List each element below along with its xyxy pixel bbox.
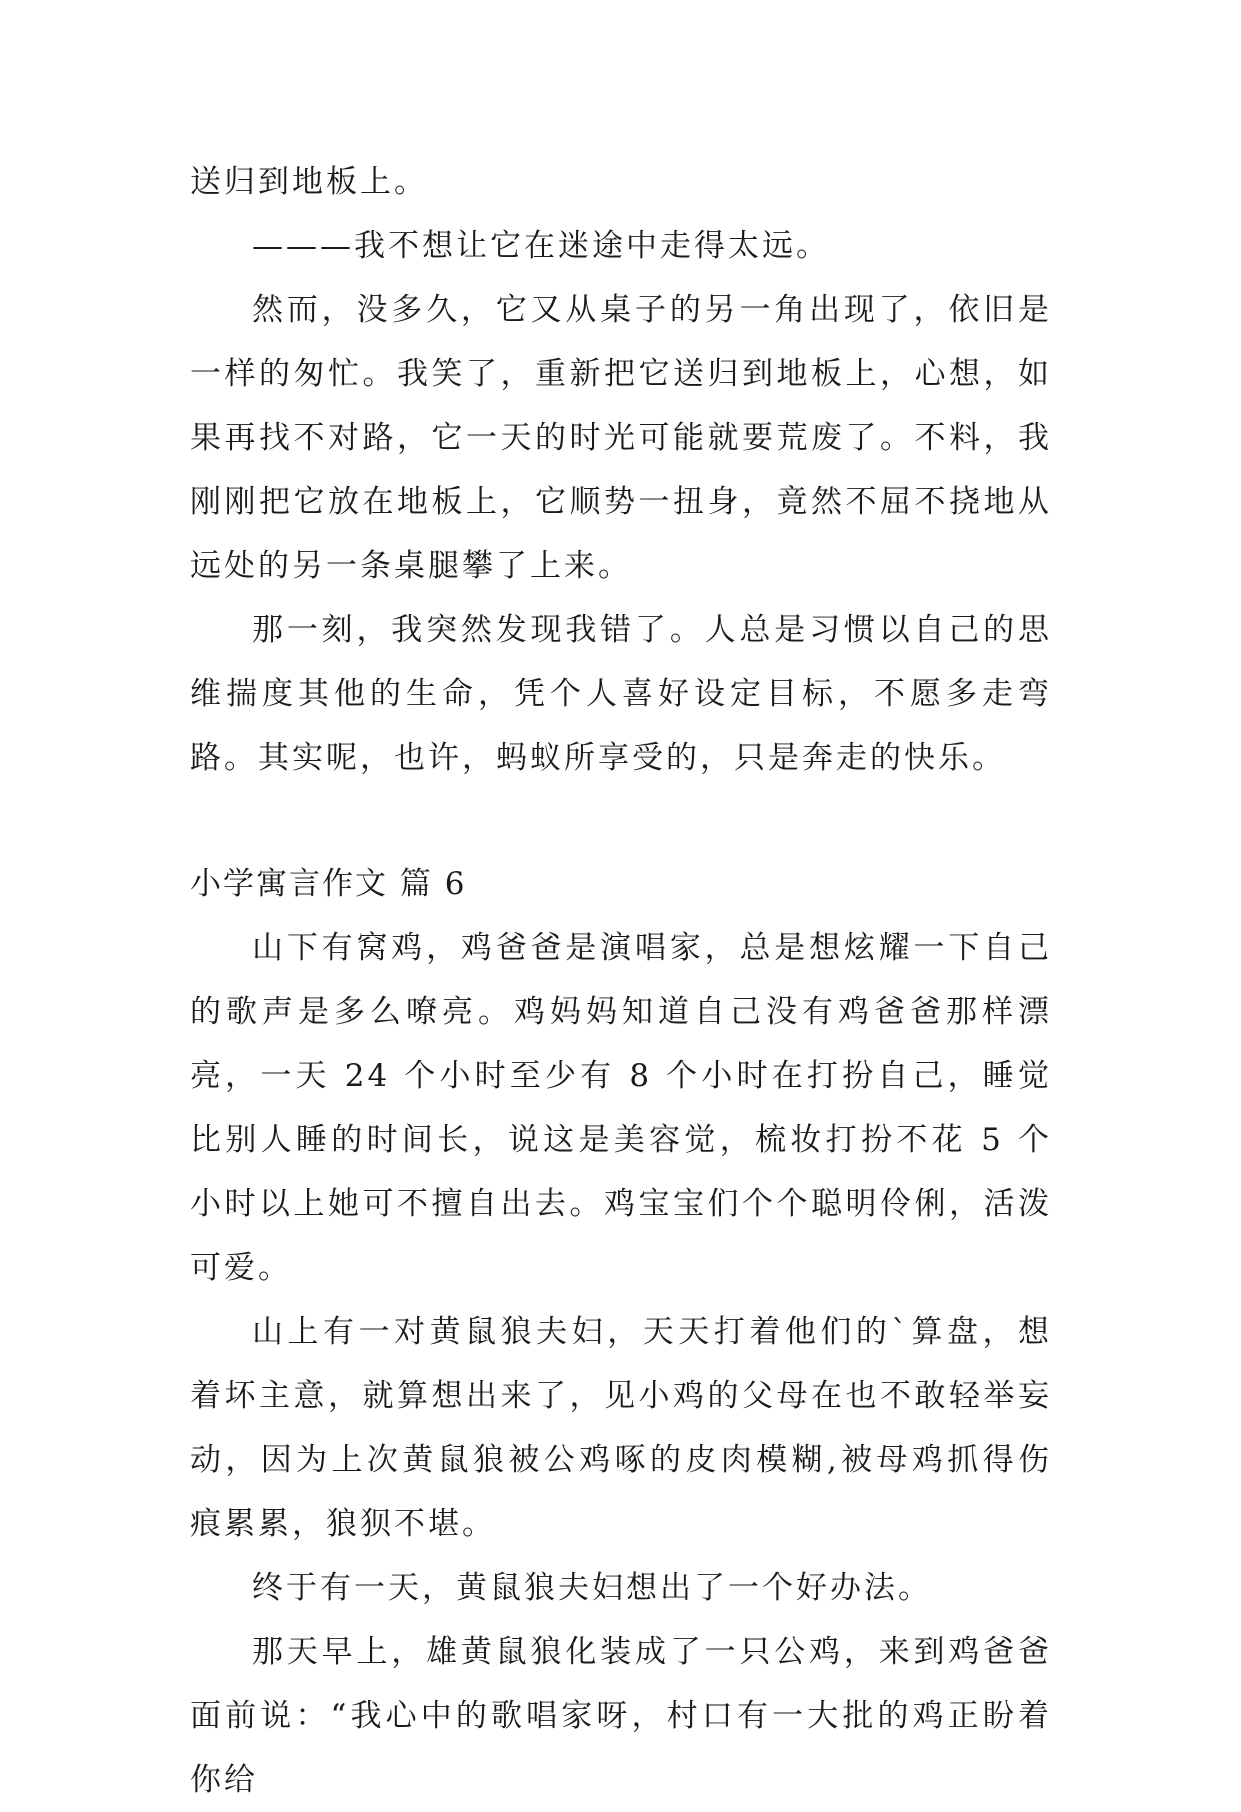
paragraph-continuation: 送归到地板上。	[190, 164, 428, 200]
paragraph-realization: 那一刻，我突然发现我错了。人总是习惯以自己的思维揣度其他的生命，凭个人喜好设定目标，不愿多走弯路。其实呢，也许，蚂蚁所享受的，只是奔走的快乐。	[190, 612, 1052, 776]
paragraph-dash-line: ———我不想让它在迷途中走得太远。	[252, 228, 830, 264]
document-body	[190, 150, 1052, 1812]
paragraph-weasel-couple: 山上有一对黄鼠狼夫妇，天天打着他们的`算盘，想着坏主意，就算想出来了，见小鸡的父母在也不敢轻举妄动，因为上次黄鼠狼被公鸡啄的皮肉模糊,被母鸡抓得伤痕累累，狼狈不堪。	[190, 1314, 1052, 1542]
paragraph-weasel-disguise: 那天早上，雄黄鼠狼化装成了一只公鸡，来到鸡爸爸面前说：“我心中的歌唱家呀，村口有一大批的鸡正盼着你给	[190, 1634, 1052, 1798]
paragraph-chicken-family: 山下有窝鸡，鸡爸爸是演唱家，总是想炫耀一下自己的歌声是多么嘹亮。鸡妈妈知道自己没有鸡爸爸那样漂亮，一天 24 个小时至少有 8 个小时在打扮自己，睡觉比别人睡的时间长，说这是美容觉，梳妆打扮不花 5 个小时以上她可不擅自出去。鸡宝宝们个个聪明伶俐，活泼可爱。	[190, 930, 1052, 1286]
section-heading: 小学寓言作文 篇 6	[190, 866, 467, 902]
paragraph-weasel-plan: 终于有一天，黄鼠狼夫妇想出了一个好办法。	[252, 1570, 932, 1606]
paragraph-ant-returns: 然而，没多久，它又从桌子的另一角出现了，依旧是一样的匆忙。我笑了，重新把它送归到地板上，心想，如果再找不对路，它一天的时光可能就要荒废了。不料，我刚刚把它放在地板上，它顺势一扭身，竟然不屈不挠地从远处的另一条桌腿攀了上来。	[190, 292, 1052, 584]
